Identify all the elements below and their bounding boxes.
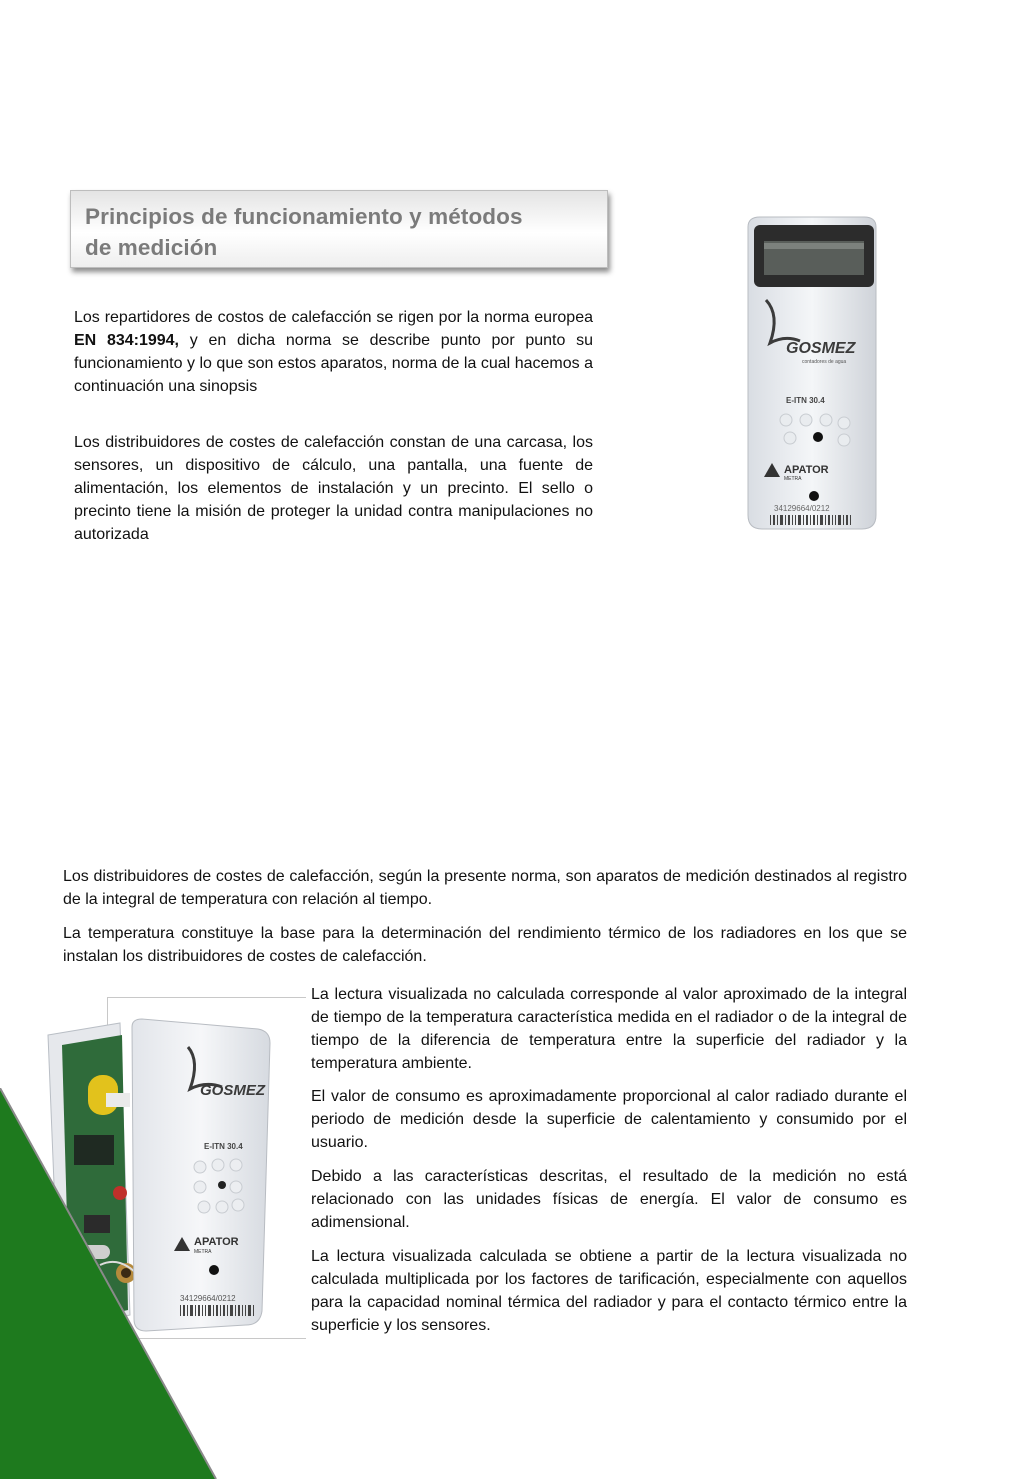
body-paragraph-6: La lectura visualizada calculada se obtiene a partir de la lectura visualizada no calculada multiplicada por los factores de tarificación, especialmente con aquellos para la capacidad nominal térmica del radiador y para el contacto térmico entre la superficie y los sensores. [311, 1248, 907, 1334]
serial-number-2: 34129664/0212 [180, 1294, 236, 1303]
body-paragraph-2: La temperatura constituye la base para la determinación del rendimiento térmico de los radiadores en los que se instalan los distribuidores de costes de calefacción. [63, 925, 907, 965]
section-title [85, 201, 593, 263]
maker-logo-text-2: APATOR [194, 1236, 239, 1248]
brand-logo-text: GOSMEZ [786, 340, 856, 357]
title-line-2: de medición [85, 235, 218, 260]
green-corner-triangle [0, 1088, 220, 1479]
intro-paragraph-2: Los distribuidores de costes de calefacción constan de una carcasa, los sensores, un dispositivo de cálculo, una pantalla, una fuente de alimentación, los elementos de instalación y un precinto. El sello o precinto tiene la misión de proteger la unidad contra manipulaciones no autorizada [74, 434, 593, 543]
maker-sub-text-2: METRA [194, 1249, 212, 1255]
model-label-2: E-ITN 30.4 [204, 1142, 243, 1151]
intro-paragraph-1 [74, 306, 593, 398]
brand-logo-text-2: GOSMEZ [200, 1082, 266, 1099]
section-title-box [70, 190, 608, 268]
body-paragraph-3: La lectura visualizada no calculada corresponde al valor aproximado de la integral de tiempo de la temperatura característica medida en el radiador o de la integral de tiempo de la diferencia de temperatura entre la superficie del radiador y la temperatura ambiente. [311, 986, 907, 1072]
brand-sub-text: contadores de agua [802, 359, 847, 365]
body-paragraph-5: Debido a las características descritas, el resultado de la medición no está relacionado con las unidades físicas de energía. El valor de consumo es adimensional. [311, 1168, 907, 1231]
intro-p1-text-rest: y en dicha norma se describe punto por punto su funcionamiento y lo que son estos aparatos, norma de la cual hacemos a continuación una sinopsis [74, 332, 594, 395]
body-paragraph-1: Los distribuidores de costes de calefacción, según la presente norma, son aparatos de medición destinados al registro de la integral de temperatura con relación al tiempo. [63, 868, 907, 908]
heat-cost-allocator-photo [740, 215, 880, 535]
body-paragraph-4: El valor de consumo es aproximadamente proporcional al calor radiado durante el periodo de medición desde la superficie de calentamiento y consumido por el usuario. [311, 1088, 907, 1151]
maker-logo-text: APATOR [784, 464, 829, 476]
intro-p1-text: Los repartidores de costos de calefacción se rigen por la norma europea [74, 309, 593, 326]
maker-sub-text: METRA [784, 476, 802, 482]
serial-number: 34129664/0212 [774, 504, 830, 513]
norm-code: EN 834:1994, [74, 332, 180, 349]
model-label: E-ITN 30.4 [786, 396, 825, 405]
title-line-1: Principios de funcionamiento y métodos [85, 204, 523, 229]
